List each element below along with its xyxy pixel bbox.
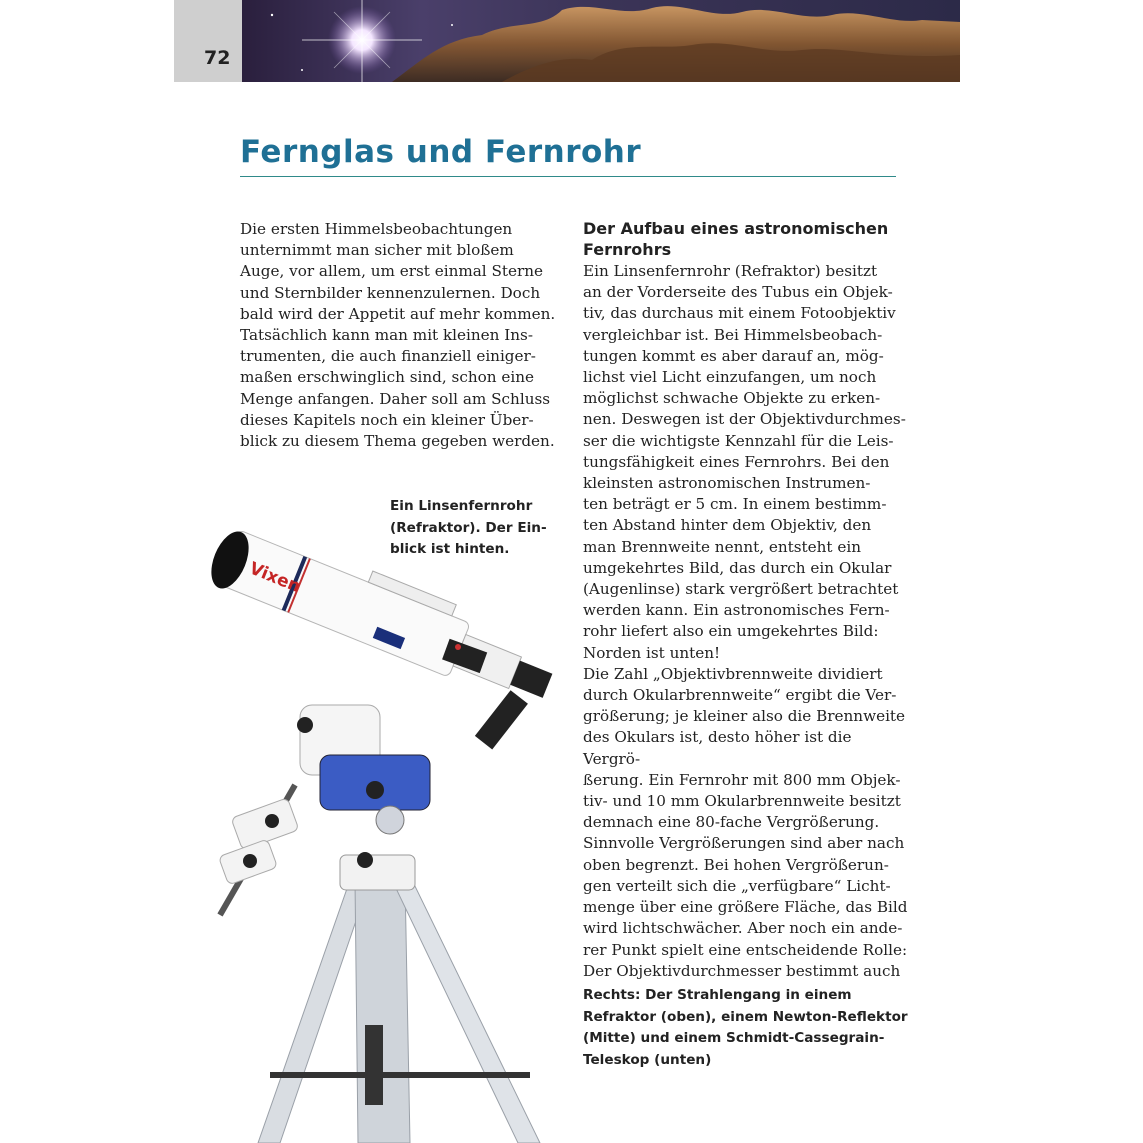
- space-nebula-image: [242, 0, 960, 82]
- brand-label: Vixen: [246, 558, 304, 598]
- header-banner: [174, 0, 960, 82]
- refractor-telescope-image: [200, 515, 570, 1143]
- section-heading: Der Aufbau eines astronomischen Fernrohrs: [583, 219, 889, 259]
- telescope-caption: Ein Linsenfernrohr (Refraktor). Der Ein- blick ist hinten.: [390, 498, 547, 557]
- diagram-caption: Rechts: Der Strahlengang in einem Refraktor (oben), einem Newton-Reflektor (Mitte) und einem Schmidt-Cassegrain- Teleskop (unten): [583, 987, 908, 1068]
- intro-paragraph: Die ersten Himmelsbeobachtungen unternimmt man sicher mit bloßem Auge, vor allem, um erst einmal Sterne und Sternbilder kennenzulernen. Doch bald wird der Appetit auf mehr kommen. Tatsächlich kann man mit kleinen Ins- trumenten, die auch finanziell einiger- maßen erschwinglich sind, schon eine Menge anfangen. Daher soll am Schluss dieses Kapitels noch ein kleiner Über- blick zu diesem Thema gegeben werden.: [240, 220, 556, 451]
- page-number: 72: [204, 47, 231, 69]
- page-number-tab: [174, 0, 242, 82]
- body-paragraph: Ein Linsenfernrohr (Refraktor) besitzt an der Vorderseite des Tubus ein Objek- tiv, das durchaus mit einem Fotoobjektiv vergleichbar ist. Bei Himmelsbeobach- tungen kommt es aber darauf an, mög- lichst viel Licht einzufangen, um noch möglichst schwache Objekte zu erken- nen. Deswegen ist der Objektivdurchmes- ser die wichtigste Kennzahl für die Leis- tungsfähigkeit eines Fernrohrs. Bei den kleinsten astronomischen Instrumen- ten beträgt er 5 cm. In einem bestimm- ten Abstand hinter dem Objektiv, den man Brennweite nennt, entsteht ein umgekehrtes Bild, das durch ein Okular (Augenlinse) stark vergrößert betrachtet werden kann. Ein astronomisches Fern- rohr liefert also ein umgekehrtes Bild: Norden ist unten! Die Zahl „Objektivbrennweite dividiert durch Okularbrennweite“ ergibt die Ver- größerung; je kleiner also die Brennweite des Okulars ist, desto höher ist die Vergrö- ßerung. Ein Fernrohr mit 800 mm Objek- tiv- und 10 mm Okularbrennweite besitzt demnach eine 80-fache Vergrößerung. Sinnvolle Vergrößerungen sind aber nach oben begrenzt. Bei hohen Vergrößerun- gen verteilt sich die „verfügbare“ Licht- menge über eine größere Fläche, das Bild wird lichtschwächer. Aber noch ein ande- rer Punkt spielt eine entscheidende Rolle: Der Objektivdurchmesser bestimmt auch: [583, 262, 908, 980]
- title-rule: [240, 176, 896, 177]
- page-title: Fernglas und Fernrohr: [240, 134, 642, 170]
